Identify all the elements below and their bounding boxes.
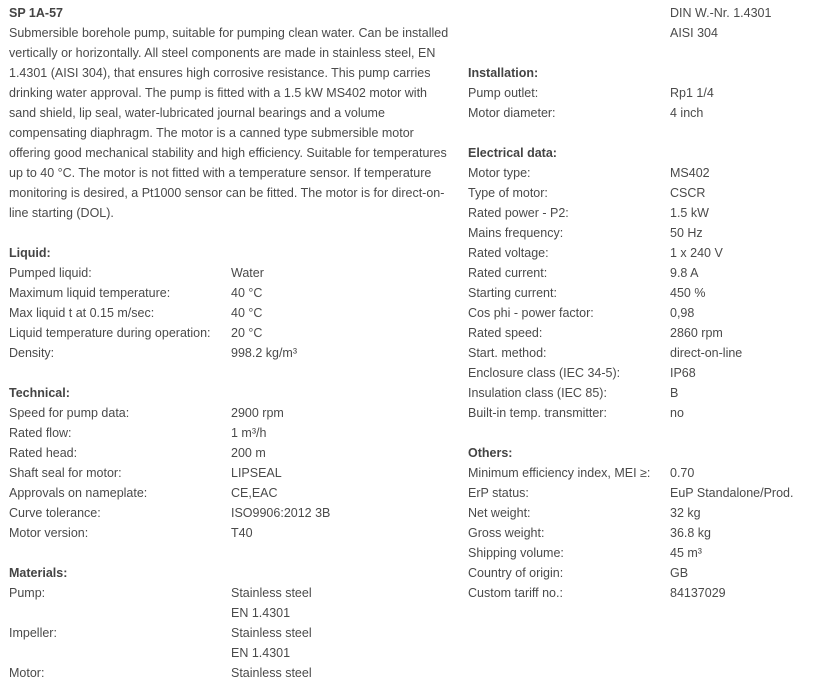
spec-row [9, 263, 449, 283]
spec-value: DIN W.-Nr. 1.4301 [670, 6, 772, 20]
spec-value: Stainless steel [231, 626, 312, 640]
spec-value: EN 1.4301 [231, 646, 291, 660]
left-column [9, 3, 449, 683]
technical-heading: Technical: [9, 386, 70, 400]
spec-label: Custom tariff no.: [468, 586, 563, 600]
spec-value: Stainless steel [231, 586, 312, 600]
spec-value: 32 kg [670, 506, 701, 520]
spec-label: Motor type: [468, 166, 531, 180]
spec-value: LIPSEAL [231, 466, 282, 480]
spec-value: GB [670, 566, 689, 580]
spec-row [468, 483, 818, 503]
spec-row [468, 383, 818, 403]
spec-label: Pump: [9, 586, 46, 600]
spec-label: Curve tolerance: [9, 506, 101, 520]
spacer [468, 423, 818, 443]
spec-row [468, 303, 818, 323]
spec-label: Start. method: [468, 346, 547, 360]
spec-label: Speed for pump data: [9, 406, 130, 420]
spec-row [468, 523, 818, 543]
spec-label: Motor version: [9, 526, 89, 540]
spec-value: 2860 rpm [670, 326, 723, 340]
spec-row [468, 563, 818, 583]
spec-value: 0.70 [670, 466, 695, 480]
spec-row [468, 323, 818, 343]
spec-label: Rated speed: [468, 326, 543, 340]
spacer [468, 43, 818, 63]
spec-value: 9.8 A [670, 266, 699, 280]
liquid-section [9, 243, 449, 363]
spec-label: Country of origin: [468, 566, 564, 580]
materials-section [9, 563, 449, 683]
spec-label: Liquid temperature during operation: [9, 326, 211, 340]
spec-label: Mains frequency: [468, 226, 564, 240]
spec-label: ErP status: [468, 486, 529, 500]
spec-value: 20 °C [231, 326, 263, 340]
spec-row [9, 283, 449, 303]
spec-row [9, 623, 449, 663]
spec-row [9, 463, 449, 483]
spec-value: direct-on-line [670, 346, 743, 360]
spacer [9, 363, 449, 383]
spec-label: Insulation class (IEC 85): [468, 386, 607, 400]
spec-row [468, 343, 818, 363]
spec-row [468, 583, 818, 603]
spacer [9, 223, 449, 243]
spec-value: CE,EAC [231, 486, 278, 500]
spec-value: 2900 rpm [231, 406, 284, 420]
spec-row [468, 363, 818, 383]
spec-value: Water [231, 266, 264, 280]
spec-values [231, 623, 312, 663]
spec-value: 1 m³/h [231, 426, 267, 440]
product-title: SP 1A-57 [9, 6, 63, 20]
spec-row [9, 663, 449, 683]
spec-value: Rp1 1/4 [670, 86, 714, 100]
spacer [468, 123, 818, 143]
spec-label: Starting current: [468, 286, 557, 300]
spec-value: 200 m [231, 446, 266, 460]
materials-heading: Materials: [9, 566, 68, 580]
spec-label: Built-in temp. transmitter: [468, 406, 607, 420]
spec-value: B [670, 386, 679, 400]
spec-value: 450 % [670, 286, 706, 300]
spacer [9, 543, 449, 563]
spec-row [468, 103, 818, 123]
spec-label: Pumped liquid: [9, 266, 92, 280]
installation-section [468, 63, 818, 123]
spec-label-empty [468, 23, 670, 43]
spec-row [9, 503, 449, 523]
spec-row [468, 463, 818, 483]
spec-row [9, 303, 449, 323]
spec-value: 40 °C [231, 306, 263, 320]
spec-row [9, 583, 449, 623]
spec-row [468, 203, 818, 223]
spec-label: Approvals on nameplate: [9, 486, 148, 500]
installation-heading: Installation: [468, 66, 539, 80]
spec-value: 4 inch [670, 106, 704, 120]
spec-label: Rated power - P2: [468, 206, 569, 220]
liquid-heading: Liquid: [9, 246, 51, 260]
spec-value: EN 1.4301 [231, 606, 291, 620]
spec-value: no [670, 406, 684, 420]
spec-row [9, 423, 449, 443]
spec-row [468, 183, 818, 203]
spec-values [231, 663, 312, 683]
spec-row [9, 323, 449, 343]
spec-value: 1 x 240 V [670, 246, 723, 260]
spec-label: Motor: [9, 666, 45, 680]
spec-label: Shaft seal for motor: [9, 466, 122, 480]
spec-row [9, 343, 449, 363]
spec-label: Impeller: [9, 626, 57, 640]
spec-value: ISO9906:2012 3B [231, 506, 331, 520]
spec-label: Type of motor: [468, 186, 548, 200]
spec-value: IP68 [670, 366, 696, 380]
spec-value: 1.5 kW [670, 206, 709, 220]
spec-value: 50 Hz [670, 226, 703, 240]
right-column [468, 3, 818, 603]
spec-label: Rated voltage: [468, 246, 549, 260]
spec-label: Minimum efficiency index, MEI ≥: [468, 466, 651, 480]
spec-label: Shipping volume: [468, 546, 564, 560]
spec-label: Max liquid t at 0.15 m/sec: [9, 306, 155, 320]
spec-row [468, 503, 818, 523]
spec-label: Net weight: [468, 506, 531, 520]
spec-row [468, 263, 818, 283]
spec-value: CSCR [670, 186, 706, 200]
technical-section [9, 383, 449, 543]
spec-value: 40 °C [231, 286, 263, 300]
spec-value: 0,98 [670, 306, 695, 320]
spec-label-empty [468, 3, 670, 23]
spec-row [9, 483, 449, 503]
product-description: Submersible borehole pump, suitable for pumping clean water. Can be installed vertically or horizontally. All steel components are made in stainless steel, EN 1.4301 (AISI 304), that ensures high corrosive resistance. This pump carries drinking water approval. The pump is fitted with a 1.5 kW MS402 motor with sand shield, lip seal, water-lubricated journal bearings and a volume compensating diaphragm. The motor is a canned type submersible motor offering good mechanical stability and high efficiency. Suitable for temperatures up to 40 °C. The motor is not fitted with a temperature sensor. If temperature monitoring is desired, a Pt1000 sensor can be fitted. The motor is for direct-on-line starting (DOL). [9, 26, 449, 220]
spec-value: 998.2 kg/m³ [231, 346, 298, 360]
spec-label: Enclosure class (IEC 34-5): [468, 366, 621, 380]
spec-label: Pump outlet: [468, 86, 539, 100]
spec-row [468, 283, 818, 303]
spec-value: MS402 [670, 166, 710, 180]
spec-value: 36.8 kg [670, 526, 712, 540]
others-heading: Others: [468, 446, 513, 460]
material-continued-row [468, 23, 818, 43]
spec-row [468, 243, 818, 263]
spec-label: Rated current: [468, 266, 548, 280]
spec-value: T40 [231, 526, 253, 540]
spec-value: AISI 304 [670, 26, 718, 40]
spec-value: Stainless steel [231, 666, 312, 680]
spec-row [468, 163, 818, 183]
spec-label: Density: [9, 346, 55, 360]
spec-values [231, 583, 312, 623]
spec-value: 84137029 [670, 586, 726, 600]
spec-value: 45 m³ [670, 546, 702, 560]
electrical-section [468, 143, 818, 423]
others-section [468, 443, 818, 603]
spec-label: Rated flow: [9, 426, 72, 440]
spec-label: Maximum liquid temperature: [9, 286, 171, 300]
spec-row [468, 83, 818, 103]
spec-row [468, 223, 818, 243]
spec-row [468, 543, 818, 563]
spec-label: Cos phi - power factor: [468, 306, 594, 320]
spec-row [468, 403, 818, 423]
spec-row [9, 523, 449, 543]
spec-label: Gross weight: [468, 526, 545, 540]
spec-row [9, 403, 449, 423]
spec-label: Motor diameter: [468, 106, 556, 120]
electrical-heading: Electrical data: [468, 146, 557, 160]
spec-value: EuP Standalone/Prod. [670, 486, 794, 500]
material-continued-row [468, 3, 818, 23]
spec-row [9, 443, 449, 463]
spec-label: Rated head: [9, 446, 78, 460]
